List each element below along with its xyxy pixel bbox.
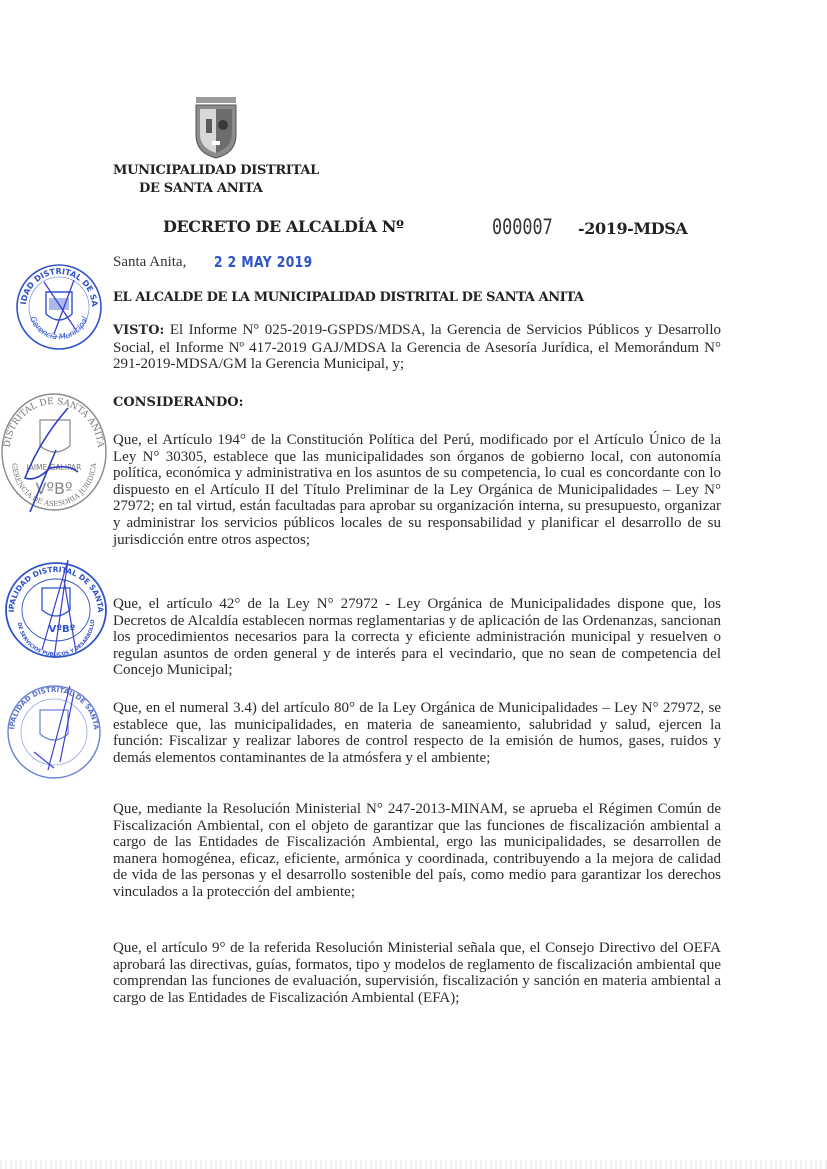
considerando-paragraph-3: Que, en el numeral 3.4) del artículo 80° de la Ley Orgánica de Municipalidades – Ley N° 27972, se establece que, las municipalidades, en materia de saneamiento, salubridad y salud, ejercen la función: Fiscalizar y realizar labores de control respecto de la emisión de humos, gases, ruidos y demás elementos contaminantes de la atmósfera y el ambiente; [113, 700, 721, 766]
considerando-paragraph-5: Que, el artículo 9° de la referida Resolución Ministerial señala que, el Consejo Directivo del OEFA aprobará las directivas, guías, formatos, tipo y modelos de reglamento de fiscalización ambiental que comprendan las funciones de evaluación, supervisión, fiscalización y sanción en materia ambiental a cargo de las Entidades de Fiscalización Ambiental (EFA); [113, 940, 721, 1006]
decree-title: DECRETO DE ALCALDÍA Nº [163, 217, 404, 236]
org-line-2: DE SANTA ANITA [139, 181, 263, 196]
considerando-paragraph-4: Que, mediante la Resolución Ministerial N° 247-2013-MINAM, se aprueba el Régimen Común de Fiscalización Ambiental, con el objeto de garantizar que las funciones de fiscalización ambiental a cargo de las Entidades de Fiscalización Ambiental, ergo las municipalidades, se desarrollen de manera homogénea, eficaz, eficiente, armónica y coordinada, contribuyendo a la mejora de calidad de vida de las personas y el desarrollo sostenible del país, como medio para garantizar los derechos vinculados a la protección del ambiente; [113, 801, 721, 900]
alcalde-heading: EL ALCALDE DE LA MUNICIPALIDAD DISTRITAL DE SANTA ANITA [113, 290, 584, 305]
stamp3-top-text: IPALIDAD DISTRITAL DE SANTA [6, 564, 106, 613]
decree-number: 000007 [492, 215, 553, 239]
stamp3-bottom-text: DE SERVICIOS PUBLICOS Y DESARROLLO [16, 619, 97, 659]
stamp2-vb-text: VºBº [35, 479, 73, 498]
org-line-1: MUNICIPALIDAD DISTRITAL [113, 163, 320, 178]
stamp2-bottom-text: GERENCIA DE ASESORIA JURIDICA [9, 462, 99, 509]
scan-edge-artifact [0, 1160, 827, 1169]
organization-name [113, 162, 319, 198]
visto-text: El Informe N° 025-2019-GSPDS/MDSA, la Gerencia de Servicios Públicos y Desarrollo Social, el Informe Nº 417-2019 GAJ/MDSA la Gerencia de Asesoría Jurídica, el Memorándum N° 291-2019-MDSA/GM la Gerencia Municipal, y; [113, 322, 721, 373]
servicios-publicos-seal-icon [4, 560, 108, 664]
asesoria-juridica-seal-icon [0, 390, 108, 519]
date-stamp: 2 2 MAY 2019 [214, 253, 313, 271]
fiscalizacion-seal-icon [4, 682, 104, 786]
decree-suffix: -2019-MDSA [578, 219, 688, 238]
stamp3-vb-text: VºBº [48, 624, 76, 635]
considerando-paragraph-1: Que, el Artículo 194° de la Constitución Política del Perú, modificado por el Artículo Único de la Ley N° 30305, establece que las municipalidades son órganos de gobierno local, con autonomía política, económica y administrativa en los asuntos de su competencia, lo cual es concordante con lo dispuesto en el Artículo II del Título Preliminar de la Ley Orgánica de Municipalidades – Ley N° 27972; en tal virtud, están facultadas para aprobar su organización interna, su presupuesto, organizar y administrar los servicios públicos locales de su responsabilidad y planificar el desarrollo de su jurisdicción entre otros aspectos; [113, 432, 721, 548]
stamp1-bottom-text: Gerencia Municipal [28, 315, 90, 342]
stamp2-name-text: JAIME GALIPAR [26, 463, 82, 472]
considerando-heading: CONSIDERANDO: [113, 395, 244, 410]
city-label: Santa Anita, [113, 254, 187, 270]
stamp2-top-text: DISTRITAL DE SANTA ANITA [2, 396, 106, 448]
stamp1-top-text: IDAD DISTRITAL DE SA [19, 266, 100, 308]
svg-text:MUNICIPALIDAD DISTRITAL DE SAN [4, 682, 100, 732]
municipal-crest-icon [193, 97, 239, 159]
visto-label: VISTO: [113, 323, 165, 338]
considerando-paragraph-2: Que, el artículo 42° de la Ley N° 27972 - Ley Orgánica de Municipalidades dispone que, los Decretos de Alcaldía establecen normas reglamentarias y de aplicación de las Ordenanzas, sancionan los procedimientos necesarios para la correcta y eficiente administración municipal y resuelven o regulan asuntos de orden general y de interés para el vecindario, que no sean de competencia del Concejo Municipal; [113, 596, 721, 679]
gerencia-municipal-seal-icon [14, 262, 104, 356]
visto-paragraph [113, 322, 721, 373]
svg-text:DISTRITAL DE SANTA ANITA [3, 397, 105, 449]
stamp4-top-text: IPALIDAD DISTRITAL DE SANTA [8, 685, 100, 731]
